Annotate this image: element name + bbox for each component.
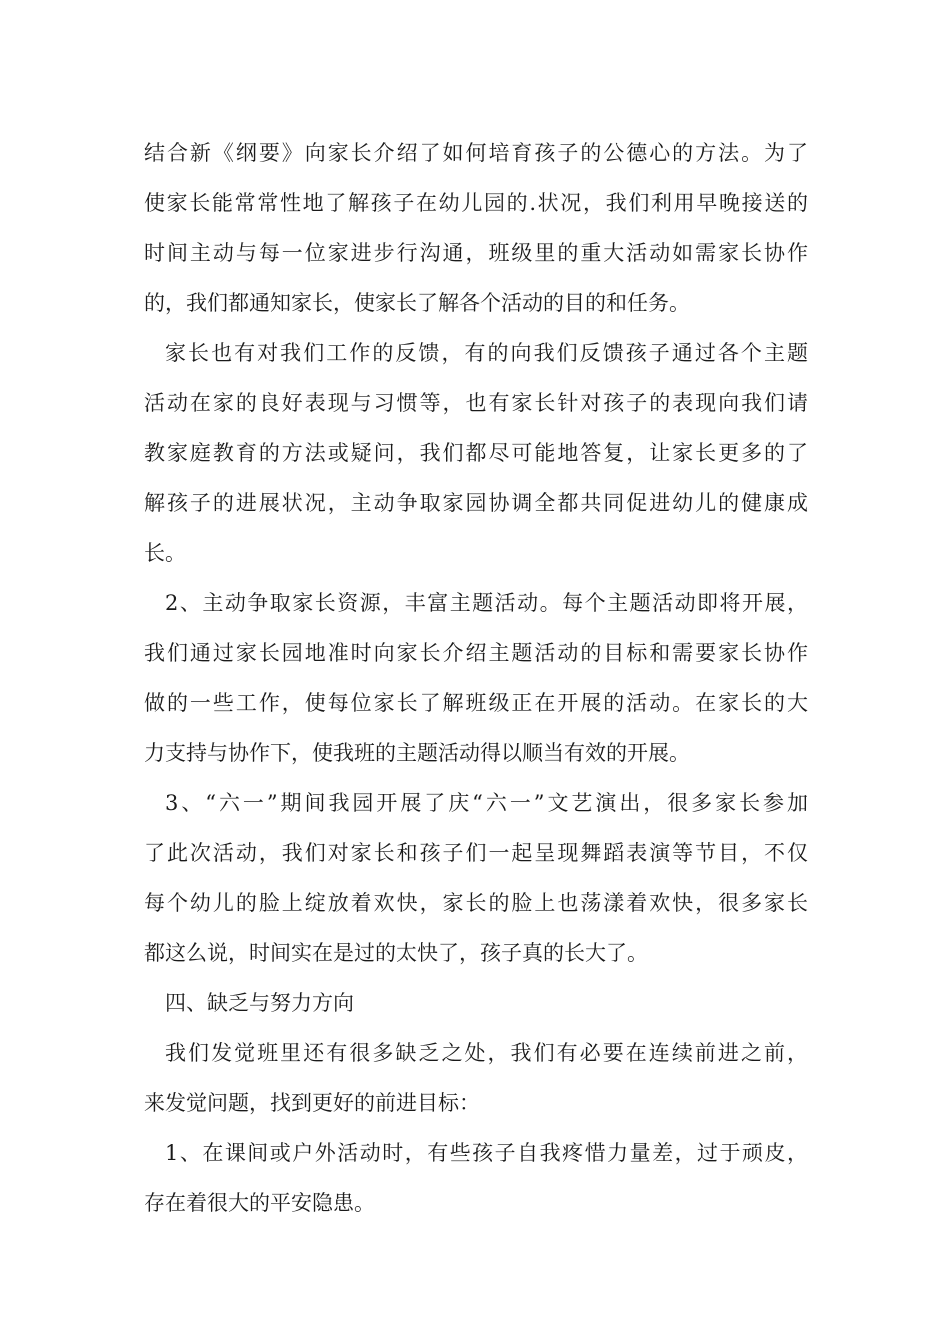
paragraph-2	[144, 328, 808, 578]
paragraph-6	[144, 1128, 808, 1228]
paragraph-5	[144, 1028, 808, 1128]
text-line: 做的一些工作，使每位家长了解班级正在开展的活动。在家长的大	[144, 691, 808, 715]
text-line: 每个幼儿的脸上绽放着欢快，家长的脸上也荡漾着欢快，很多家长	[144, 891, 808, 915]
paragraph-3	[144, 578, 808, 778]
text-line: 活动在家的良好表现与习惯等，也有家长针对孩子的表现向我们请	[144, 391, 808, 415]
text-line: 四、缺乏与努力方向	[165, 991, 354, 1015]
text-line: 使家长能常常性地了解孩子在幼儿园的.状况，我们利用早晚接送的	[144, 191, 808, 215]
paragraph-1	[144, 128, 808, 328]
text-line: 长。	[144, 541, 186, 565]
text-line: 教家庭教育的方法或疑问，我们都尽可能地答复，让家长更多的了	[144, 441, 808, 465]
text-line: 解孩子的进展状况，主动争取家园协调全都共同促进幼儿的健康成	[144, 491, 808, 515]
text-line: 了此次活动，我们对家长和孩子们一起呈现舞蹈表演等节目，不仅	[144, 841, 808, 865]
text-line: 结合新《纲要》向家长介绍了如何培育孩子的公德心的方法。为了	[144, 141, 808, 165]
text-line: 我们发觉班里还有很多缺乏之处，我们有必要在连续前进之前，	[165, 1041, 808, 1065]
text-line: 都这么说，时间实在是过的太快了，孩子真的长大了。	[144, 941, 648, 965]
paragraph-4	[144, 778, 808, 978]
text-line: 3、“六一”期间我园开展了庆“六一”文艺演出，很多家长参加	[165, 791, 808, 815]
text-line: 我们通过家长园地准时向家长介绍主题活动的目标和需要家长协作	[144, 641, 808, 665]
text-line: 2、主动争取家长资源，丰富主题活动。每个主题活动即将开展，	[165, 591, 808, 615]
text-line: 时间主动与每一位家进步行沟通，班级里的重大活动如需家长协作	[144, 241, 808, 265]
section-heading	[144, 978, 808, 1028]
text-line: 来发觉问题，找到更好的前进目标：	[144, 1091, 480, 1115]
document-body	[144, 128, 808, 1228]
text-line: 1、在课间或户外活动时，有些孩子自我疼惜力量差，过于顽皮，	[165, 1141, 808, 1165]
text-line: 力支持与协作下，使我班的主题活动得以顺当有效的开展。	[144, 741, 690, 765]
text-line: 的，我们都通知家长，使家长了解各个活动的目的和任务。	[144, 291, 690, 315]
text-line: 存在着很大的平安隐患。	[144, 1191, 375, 1215]
text-line: 家长也有对我们工作的反馈，有的向我们反馈孩子通过各个主题	[165, 341, 808, 365]
